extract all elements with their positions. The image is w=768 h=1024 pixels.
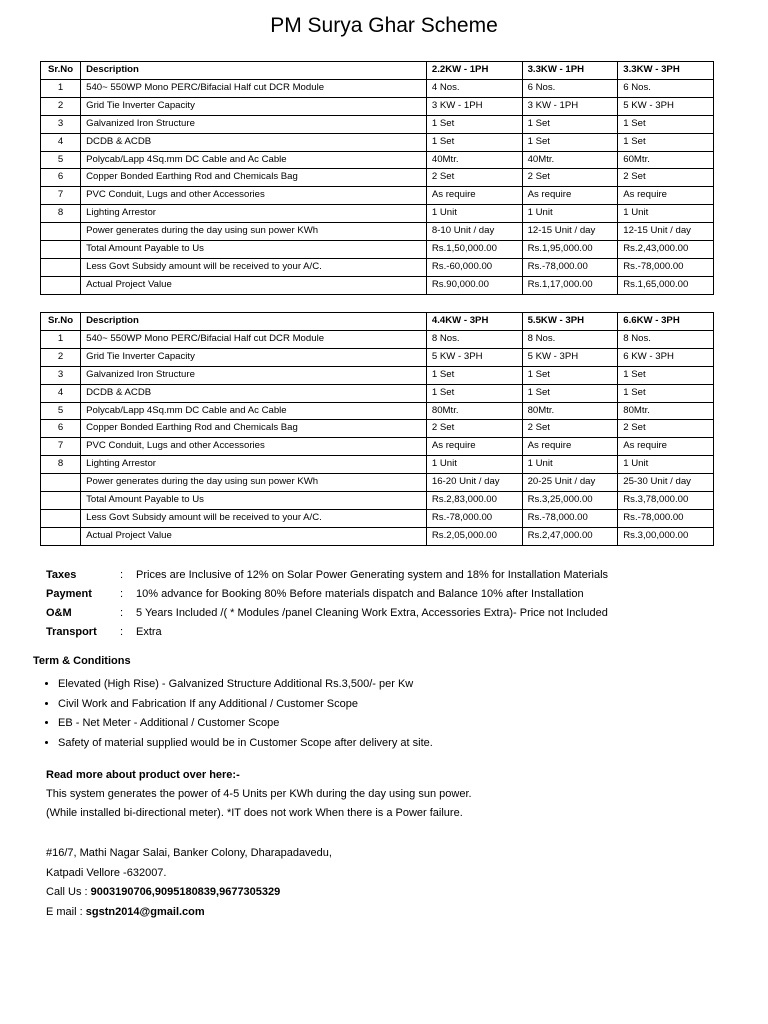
table-cell: DCDB & ACDB: [81, 133, 427, 151]
term-value: Extra: [136, 626, 162, 638]
table-cell: Rs.1,50,000.00: [426, 241, 522, 259]
table-cell: 1 Unit: [426, 205, 522, 223]
table-cell: 2 Set: [426, 169, 522, 187]
table-cell: 1 Set: [426, 384, 522, 402]
phone-numbers: 9003190706,9095180839,9677305329: [90, 886, 281, 898]
table-cell: 2: [41, 97, 81, 115]
table-cell: [41, 258, 81, 276]
table-cell: 8: [41, 205, 81, 223]
table-cell: PVC Conduit, Lugs and other Accessories: [81, 438, 427, 456]
table-cell: 1 Set: [426, 115, 522, 133]
table-cell: 8: [41, 456, 81, 474]
table-cell: Rs.90,000.00: [426, 276, 522, 294]
table-cell: As require: [426, 438, 522, 456]
conditions-title: Term & Conditions: [33, 655, 131, 667]
price-table-1: [40, 61, 714, 295]
table-cell: Total Amount Payable to Us: [81, 241, 427, 259]
table-cell: [41, 474, 81, 492]
table-row: [41, 384, 714, 402]
table-cell: 1 Unit: [426, 456, 522, 474]
table-cell: 1 Set: [618, 133, 714, 151]
table-cell: Power generates during the day using sun power KWh: [81, 223, 427, 241]
table-cell: 8 Nos.: [426, 330, 522, 348]
term-key: Transport: [46, 626, 97, 638]
table-cell: 12-15 Unit / day: [522, 223, 618, 241]
term-row: [46, 585, 608, 604]
table-cell: 4: [41, 384, 81, 402]
table-row: [41, 348, 714, 366]
table-cell: 540~ 550WP Mono PERC/Bifacial Half cut DCR Module: [81, 79, 427, 97]
column-header: 2.2KW - 1PH: [426, 62, 522, 80]
table-cell: Lighting Arrestor: [81, 456, 427, 474]
table-row: [41, 456, 714, 474]
table-row: [41, 223, 714, 241]
table-cell: Rs.-78,000.00: [522, 509, 618, 527]
conditions-list: [30, 675, 433, 753]
column-header: 6.6KW - 3PH: [618, 313, 714, 331]
table-row: [41, 258, 714, 276]
table-cell: Rs.2,05,000.00: [426, 527, 522, 545]
table-cell: 40Mtr.: [522, 151, 618, 169]
table-cell: Rs.1,95,000.00: [522, 241, 618, 259]
read-more-heading: Read more about product over here:-: [46, 769, 240, 781]
table-cell: 4 Nos.: [426, 79, 522, 97]
condition-item: • Elevated (High Rise) - Galvanized Structure Additional Rs.3,500/- per Kw: [58, 675, 433, 695]
term-row: [46, 604, 608, 623]
table-cell: [41, 241, 81, 259]
table-cell: [41, 276, 81, 294]
read-more-block: [46, 766, 472, 823]
table-cell: As require: [426, 187, 522, 205]
page-title: PM Surya Ghar Scheme: [270, 14, 498, 37]
term-key: Payment: [46, 588, 92, 600]
table-cell: 12-15 Unit / day: [618, 223, 714, 241]
table-row: [41, 205, 714, 223]
table-cell: 6 KW - 3PH: [618, 348, 714, 366]
table-cell: [41, 527, 81, 545]
table-header-row: [41, 62, 714, 80]
table-cell: 2 Set: [522, 420, 618, 438]
table-cell: 540~ 550WP Mono PERC/Bifacial Half cut DCR Module: [81, 330, 427, 348]
term-key: O&M: [46, 607, 72, 619]
table-cell: 1 Set: [426, 366, 522, 384]
table-cell: [41, 492, 81, 510]
price-table-2: [40, 312, 714, 546]
table-cell: Less Govt Subsidy amount will be received to your A/C.: [81, 258, 427, 276]
column-header: 5.5KW - 3PH: [522, 313, 618, 331]
table-cell: As require: [522, 438, 618, 456]
email-label: E mail :: [46, 905, 86, 918]
table-cell: 80Mtr.: [426, 402, 522, 420]
table-cell: 8-10 Unit / day: [426, 223, 522, 241]
table-cell: 2 Set: [426, 420, 522, 438]
address-line: #16/7, Mathi Nagar Salai, Banker Colony, Dharapadavedu,: [46, 847, 332, 859]
table-cell: Rs.2,47,000.00: [522, 527, 618, 545]
table-cell: Polycab/Lapp 4Sq.mm DC Cable and Ac Cable: [81, 402, 427, 420]
table-cell: 1 Set: [522, 384, 618, 402]
table-cell: [41, 509, 81, 527]
table-cell: 1 Set: [522, 115, 618, 133]
table-cell: As require: [618, 438, 714, 456]
table-cell: Grid Tie Inverter Capacity: [81, 97, 427, 115]
table-cell: 20-25 Unit / day: [522, 474, 618, 492]
table-cell: 7: [41, 187, 81, 205]
table-cell: Rs.3,78,000.00: [618, 492, 714, 510]
table-cell: 3: [41, 366, 81, 384]
column-header: Description: [81, 62, 427, 80]
term-row: [46, 623, 608, 642]
table-cell: As require: [522, 187, 618, 205]
table-row: [41, 474, 714, 492]
table-cell: As require: [618, 187, 714, 205]
table-row: [41, 133, 714, 151]
table-cell: [41, 223, 81, 241]
table-cell: 1 Set: [522, 366, 618, 384]
table-row: [41, 115, 714, 133]
term-colon: :: [120, 626, 124, 638]
table-cell: 3 KW - 1PH: [522, 97, 618, 115]
table-cell: Rs.2,43,000.00: [618, 241, 714, 259]
table-row: [41, 509, 714, 527]
table-cell: Polycab/Lapp 4Sq.mm DC Cable and Ac Cable: [81, 151, 427, 169]
address-block: [46, 844, 332, 922]
table-cell: 5 KW - 3PH: [522, 348, 618, 366]
table-cell: Copper Bonded Earthing Rod and Chemicals Bag: [81, 169, 427, 187]
table-cell: 5: [41, 151, 81, 169]
condition-item: • EB - Net Meter - Additional / Customer Scope: [58, 714, 433, 734]
table-cell: 1 Set: [522, 133, 618, 151]
table-row: [41, 97, 714, 115]
table-cell: 2 Set: [522, 169, 618, 187]
phone-line: [46, 883, 332, 903]
table-cell: Rs.-78,000.00: [618, 509, 714, 527]
table-cell: 5 KW - 3PH: [426, 348, 522, 366]
column-header: Sr.No: [41, 313, 81, 331]
condition-item: • Civil Work and Fabrication If any Additional / Customer Scope: [58, 695, 433, 715]
table-cell: Less Govt Subsidy amount will be received to your A/C.: [81, 509, 427, 527]
table-cell: 3 KW - 1PH: [426, 97, 522, 115]
table-cell: 1 Unit: [618, 205, 714, 223]
table-cell: 4: [41, 133, 81, 151]
table-cell: Power generates during the day using sun power KWh: [81, 474, 427, 492]
table-cell: Actual Project Value: [81, 276, 427, 294]
table-cell: 1 Unit: [522, 205, 618, 223]
table-cell: Total Amount Payable to Us: [81, 492, 427, 510]
table-cell: 1: [41, 79, 81, 97]
table-cell: 25-30 Unit / day: [618, 474, 714, 492]
table-cell: 3: [41, 115, 81, 133]
read-more-line: (While installed bi-directional meter). *IT does not work When there is a Power failure.: [46, 807, 463, 819]
table-cell: Actual Project Value: [81, 527, 427, 545]
table-row: [41, 492, 714, 510]
table-cell: 6: [41, 169, 81, 187]
term-row: [46, 566, 608, 585]
table-cell: Rs.3,00,000.00: [618, 527, 714, 545]
table-cell: 1 Set: [618, 384, 714, 402]
terms-block: [46, 566, 608, 642]
condition-item: • Safety of material supplied would be in Customer Scope after delivery at site.: [58, 734, 433, 754]
column-header: 3.3KW - 3PH: [618, 62, 714, 80]
table-cell: Rs.-78,000.00: [426, 509, 522, 527]
table-cell: 16-20 Unit / day: [426, 474, 522, 492]
table-row: [41, 276, 714, 294]
table-cell: 2 Set: [618, 420, 714, 438]
table-cell: 40Mtr.: [426, 151, 522, 169]
email-line: [46, 903, 332, 923]
table-cell: 8 Nos.: [522, 330, 618, 348]
table-cell: 60Mtr.: [618, 151, 714, 169]
term-key: Taxes: [46, 569, 77, 581]
table-cell: Galvanized Iron Structure: [81, 366, 427, 384]
table-cell: 2: [41, 348, 81, 366]
table-cell: 8 Nos.: [618, 330, 714, 348]
term-value: Prices are Inclusive of 12% on Solar Power Generating system and 18% for Installation Materials: [136, 569, 609, 581]
table-cell: 6: [41, 420, 81, 438]
table-cell: 6 Nos.: [618, 79, 714, 97]
table-cell: 5: [41, 402, 81, 420]
table-cell: 1 Set: [618, 366, 714, 384]
table-cell: 1 Unit: [618, 456, 714, 474]
column-header: 4.4KW - 3PH: [426, 313, 522, 331]
email-address: sgstn2014@gmail.com: [85, 905, 205, 918]
table-cell: 1 Unit: [522, 456, 618, 474]
table-cell: 80Mtr.: [618, 402, 714, 420]
term-colon: :: [120, 607, 124, 619]
table-cell: Rs.3,25,000.00: [522, 492, 618, 510]
table-row: [41, 420, 714, 438]
phone-label: Call Us :: [46, 886, 91, 898]
table-cell: 2 Set: [618, 169, 714, 187]
table-header-row: [41, 313, 714, 331]
table-cell: 6 Nos.: [522, 79, 618, 97]
column-header: Sr.No: [41, 62, 81, 80]
table-cell: 7: [41, 438, 81, 456]
table-cell: 80Mtr.: [522, 402, 618, 420]
term-value: 10% advance for Booking 80% Before materials dispatch and Balance 10% after Installation: [136, 588, 584, 600]
table-cell: 1: [41, 330, 81, 348]
table-cell: Rs.1,65,000.00: [618, 276, 714, 294]
table-cell: Rs.-60,000.00: [426, 258, 522, 276]
table-cell: Rs.-78,000.00: [618, 258, 714, 276]
table-row: [41, 402, 714, 420]
table-row: [41, 187, 714, 205]
read-more-line: This system generates the power of 4-5 Units per KWh during the day using sun power.: [46, 788, 472, 800]
term-colon: :: [120, 588, 124, 600]
column-header: Description: [81, 313, 427, 331]
table-cell: 1 Set: [426, 133, 522, 151]
table-cell: Rs.1,17,000.00: [522, 276, 618, 294]
table-cell: Rs.-78,000.00: [522, 258, 618, 276]
table-row: [41, 330, 714, 348]
table-cell: PVC Conduit, Lugs and other Accessories: [81, 187, 427, 205]
table-row: [41, 527, 714, 545]
table-cell: 1 Set: [618, 115, 714, 133]
column-header: 3.3KW - 1PH: [522, 62, 618, 80]
table-cell: Lighting Arrestor: [81, 205, 427, 223]
table-row: [41, 438, 714, 456]
table-row: [41, 79, 714, 97]
table-cell: Copper Bonded Earthing Rod and Chemicals Bag: [81, 420, 427, 438]
term-colon: :: [120, 569, 124, 581]
table-row: [41, 241, 714, 259]
table-row: [41, 169, 714, 187]
table-cell: Galvanized Iron Structure: [81, 115, 427, 133]
table-cell: DCDB & ACDB: [81, 384, 427, 402]
table-cell: Grid Tie Inverter Capacity: [81, 348, 427, 366]
term-value: 5 Years Included /( * Modules /panel Cleaning Work Extra, Accessories Extra)- Price not Included: [136, 607, 608, 619]
table-cell: 5 KW - 3PH: [618, 97, 714, 115]
table-row: [41, 151, 714, 169]
address-line: Katpadi Vellore -632007.: [46, 866, 167, 879]
table-row: [41, 366, 714, 384]
table-cell: Rs.2,83,000.00: [426, 492, 522, 510]
